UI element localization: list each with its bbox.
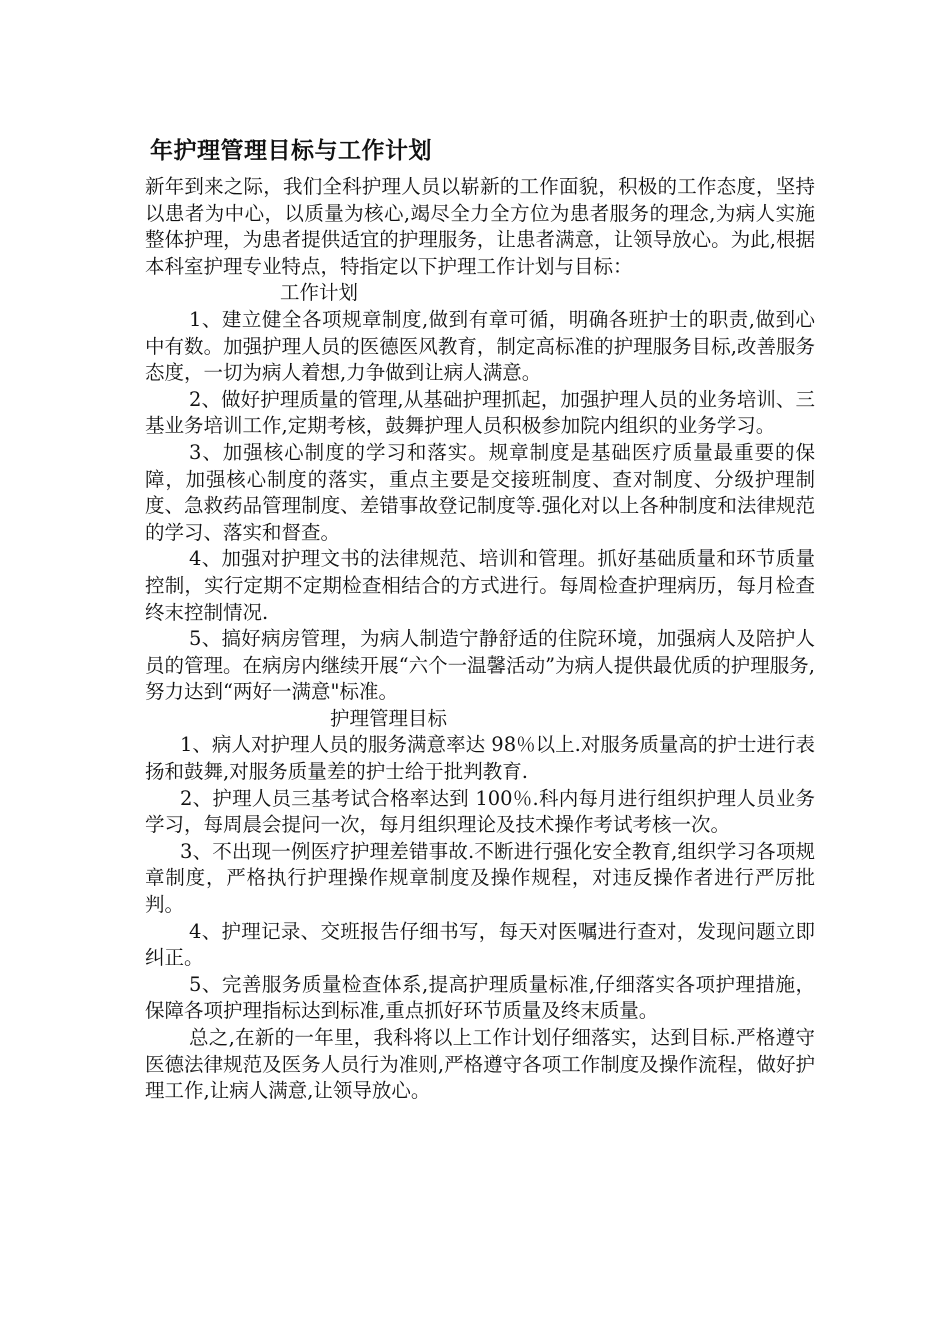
plan-item: 2、做好护理质量的管理,从基础护理抓起，加强护理人员的业务培训、三基业务培训工作,定期考核，鼓舞护理人员积极参加院内组织的业务学习。	[145, 387, 815, 438]
section-heading-plan: 工作计划	[280, 281, 359, 305]
goal-item: 4、护理记录、交班报告仔细书写，每天对医嘱进行查对，发现问题立即纠正。	[145, 919, 815, 970]
document-title: 年护理管理目标与工作计划	[150, 138, 432, 164]
goal-item: 1、病人对护理人员的服务满意率达 98％以上.对服务质量高的护士进行表扬和鼓舞,对服务质量差的护士给于批判教育.	[145, 733, 815, 784]
goal-item: 3、不出现一例医疗护理差错事故.不断进行强化安全教育,组织学习各项规章制度，严格执行护理操作规章制度及操作规程，对违反操作者进行严厉批判。	[145, 839, 815, 917]
plan-item: 4、加强对护理文书的法律规范、培训和管理。抓好基础质量和环节质量控制，实行定期不定期检查相结合的方式进行。每周检查护理病历，每月检查终末控制情况.	[145, 547, 815, 624]
document-body	[145, 174, 815, 1105]
section-heading-goals: 护理管理目标	[330, 706, 448, 730]
plan-item: 1、建立健全各项规章制度,做到有章可循，明确各班护士的职责,做到心中有数。加强护理人员的医德医风教育，制定高标准的护理服务目标,改善服务态度，一切为病人着想,力争做到让病人满意。	[145, 307, 815, 385]
goal-item: 2、护理人员三基考试合格率达到 100％.科内每月进行组织护理人员业务学习，每周晨会提问一次，每月组织理论及技术操作考试考核一次。	[145, 786, 815, 837]
plan-item: 3、加强核心制度的学习和落实。规章制度是基础医疗质量最重要的保障，加强核心制度的落实，重点主要是交接班制度、查对制度、分级护理制度、急救药品管理制度、差错事故登记制度等.强化对以上各种制度和法律规范的学习、落实和督查。	[145, 440, 815, 544]
conclusion-paragraph: 总之,在新的一年里，我科将以上工作计划仔细落实，达到目标.严格遵守医德法律规范及医务人员行为准则,严格遵守各项工作制度及操作流程，做好护理工作,让病人满意,让领导放心。	[145, 1026, 815, 1103]
plan-item: 5、搞好病房管理，为病人制造宁静舒适的住院环境，加强病人及陪护人员的管理。在病房内继续开展“六个一温馨活动”为病人提供最优质的护理服务,努力达到“两好一满意"标准。	[145, 627, 815, 704]
intro-paragraph: 新年到来之际，我们全科护理人员以崭新的工作面貌，积极的工作态度，坚持以患者为中心，以质量为核心,竭尽全力全方位为患者服务的理念,为病人实施整体护理，为患者提供适宜的护理服务，让患者满意，让领导放心。为此,根据本科室护理专业特点，特指定以下护理工作计划与目标：	[145, 175, 815, 278]
goal-item: 5、完善服务质量检查体系,提高护理质量标准,仔细落实各项护理措施，保障各项护理指标达到标准,重点抓好环节质量及终末质量。	[145, 972, 815, 1023]
